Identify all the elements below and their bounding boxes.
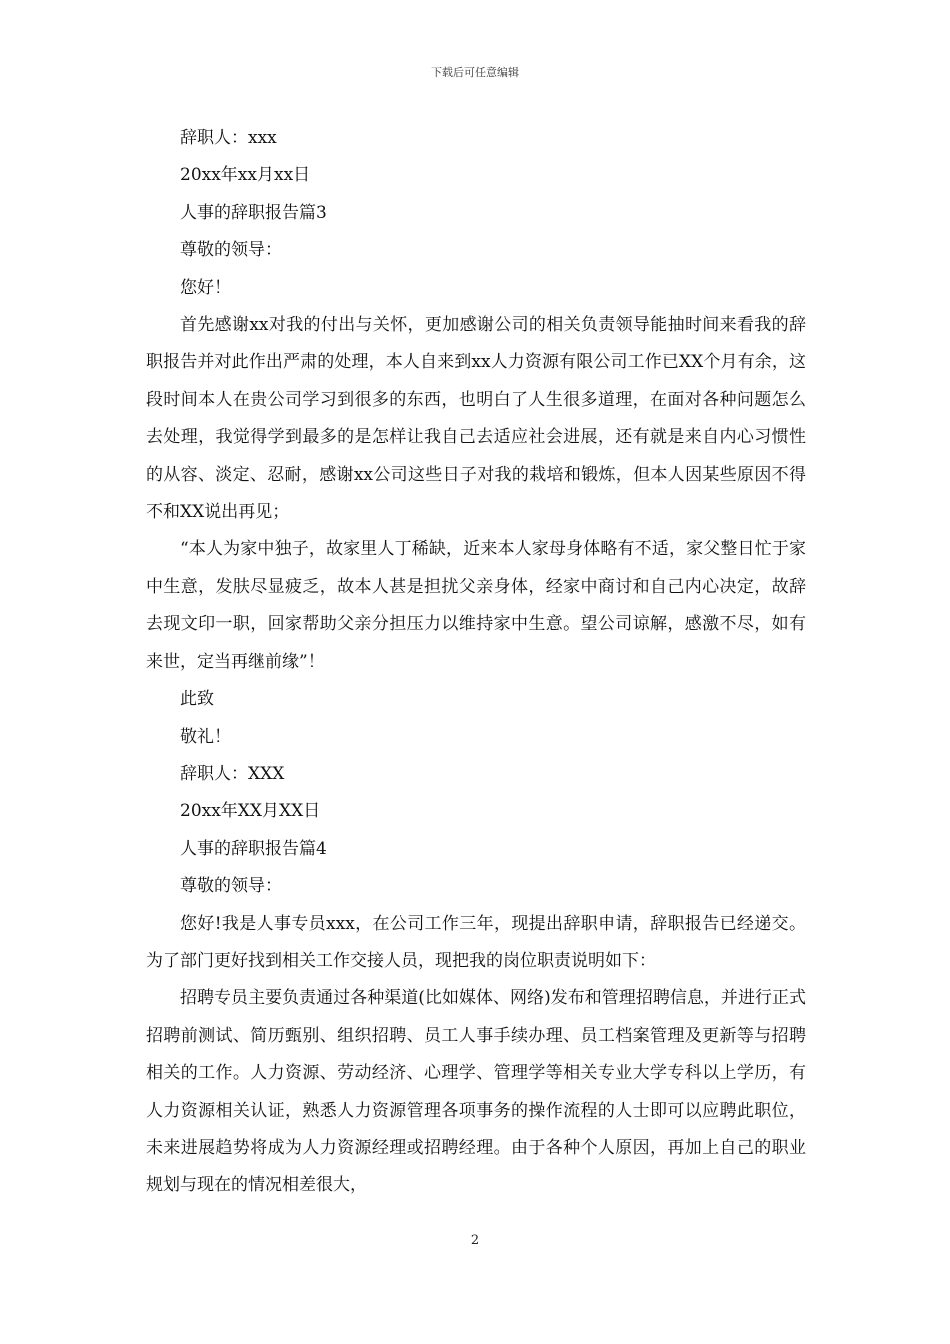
section-title: 人事的辞职报告篇4 bbox=[180, 838, 327, 859]
page-number: 2 bbox=[470, 1233, 480, 1248]
closing-line: 此致 bbox=[180, 689, 214, 710]
signature-line: 辞职人：xxx bbox=[180, 128, 277, 148]
date-line: 20xx年XX月XX日 bbox=[180, 801, 321, 822]
page-header-note: 下载后可任意编辑 bbox=[431, 66, 519, 79]
salutation: 尊敬的领导： bbox=[180, 240, 282, 261]
closing-line: 敬礼！ bbox=[180, 726, 231, 747]
body-paragraph: “本人为家中独子，故家里人丁稀缺，近来本人家母身体略有不适，家父整日忙于家中生意，发肤尽显疲乏，故本人甚是担扰父亲身体，经家中商讨和自己内心决定，故辞去现文印一职，回家帮助父亲分担压力以维持家中生意。望公司谅解，感激不尽，如有来世，定当再继前缘”！ bbox=[146, 539, 806, 672]
date-line: 20xx年xx月xx日 bbox=[180, 165, 311, 186]
section-title: 人事的辞职报告篇3 bbox=[180, 202, 327, 223]
salutation: 尊敬的领导： bbox=[180, 876, 282, 897]
body-paragraph: 首先感谢xx对我的付出与关怀，更加感谢公司的相关负责领导能抽时间来看我的辞职报告并对此作出严肃的处理，本人自来到xx人力资源有限公司工作已XX个月有余，这段时间本人在贵公司学习到很多的东西，也明白了人生很多道理，在面对各种问题怎么去处理，我觉得学到最多的是怎样让我自己去适应社会进展，还有就是来自内心习惯性的从容、淡定、忍耐，感谢xx公司这些日子对我的栽培和锻炼，但本人因某些原因不得不和XX说出再见； bbox=[146, 315, 806, 523]
body-paragraph: 招聘专员主要负责通过各种渠道(比如媒体、网络)发布和管理招聘信息，并进行正式招聘前测试、简历甄别、组织招聘、员工人事手续办理、员工档案管理及更新等与招聘相关的工作。人力资源、劳动经济、心理学、管理学等相关专业大学专科以上学历，有人力资源相关认证，熟悉人力资源管理各项事务的操作流程的人士即可以应聘此职位，未来进展趋势将成为人力资源经理或招聘经理。由于各种个人原因，再加上自己的职业规划与现在的情况相差很大， bbox=[146, 988, 806, 1196]
body-paragraph: 您好!我是人事专员xxx，在公司工作三年，现提出辞职申请，辞职报告已经递交。为了部门更好找到相关工作交接人员，现把我的岗位职责说明如下： bbox=[146, 913, 806, 971]
greeting: 您好！ bbox=[180, 277, 231, 298]
signature-line: 辞职人：XXX bbox=[180, 763, 285, 784]
document-body bbox=[146, 120, 806, 1205]
